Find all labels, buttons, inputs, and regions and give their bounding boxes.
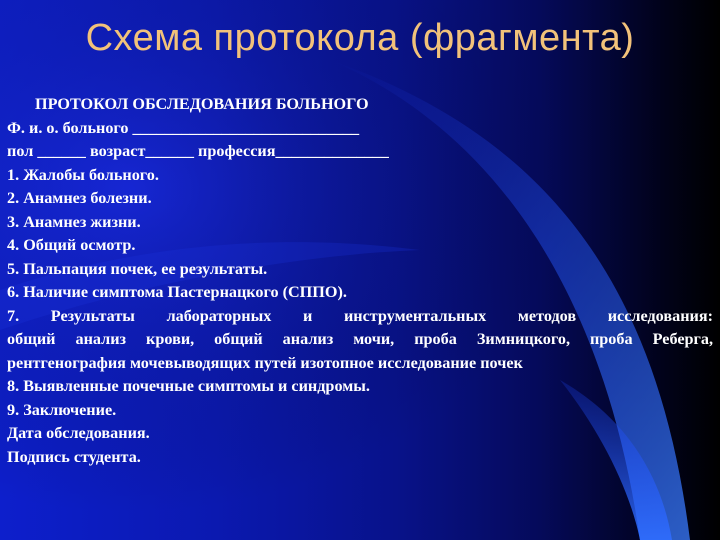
protocol-item: 9. Заключение. <box>7 400 117 419</box>
protocol-item: 5. Пальпация почек, ее результаты. <box>7 259 268 278</box>
examination-date-line: Дата обследования. <box>7 424 150 442</box>
protocol-item-7-line: рентгенография мочевыводящих путей изотопное исследование почек <box>7 353 523 372</box>
protocol-heading: ПРОТОКОЛ ОБСЛЕДОВАНИЯ БОЛЬНОГО <box>35 95 369 113</box>
protocol-item: 8. Выявленные почечные симптомы и синдромы. <box>7 377 370 395</box>
protocol-item: 2. Анамнез болезни. <box>7 189 152 207</box>
protocol-item: 4. Общий осмотр. <box>7 236 136 254</box>
protocol-item: 6. Наличие симптома Пастернацкого (СППО). <box>7 283 347 301</box>
slide-title: Схема протокола (фрагмента) <box>85 17 635 59</box>
protocol-document <box>7 93 713 469</box>
patient-details-line: пол ______ возраст______ профессия______________ <box>7 142 389 160</box>
protocol-item-7-line: 7. Результаты лабораторных и инструментальных методов исследования: <box>7 306 713 325</box>
protocol-item: 1. Жалобы больного. <box>7 165 159 184</box>
student-signature-line: Подпись студента. <box>7 447 141 466</box>
patient-name-line: Ф. и. о. больного ____________________________ <box>7 118 360 137</box>
protocol-item-7-line: общий анализ крови, общий анализ мочи, проба Зимницкого, проба Реберга, <box>7 330 713 348</box>
protocol-item: 3. Анамнез жизни. <box>7 212 141 231</box>
